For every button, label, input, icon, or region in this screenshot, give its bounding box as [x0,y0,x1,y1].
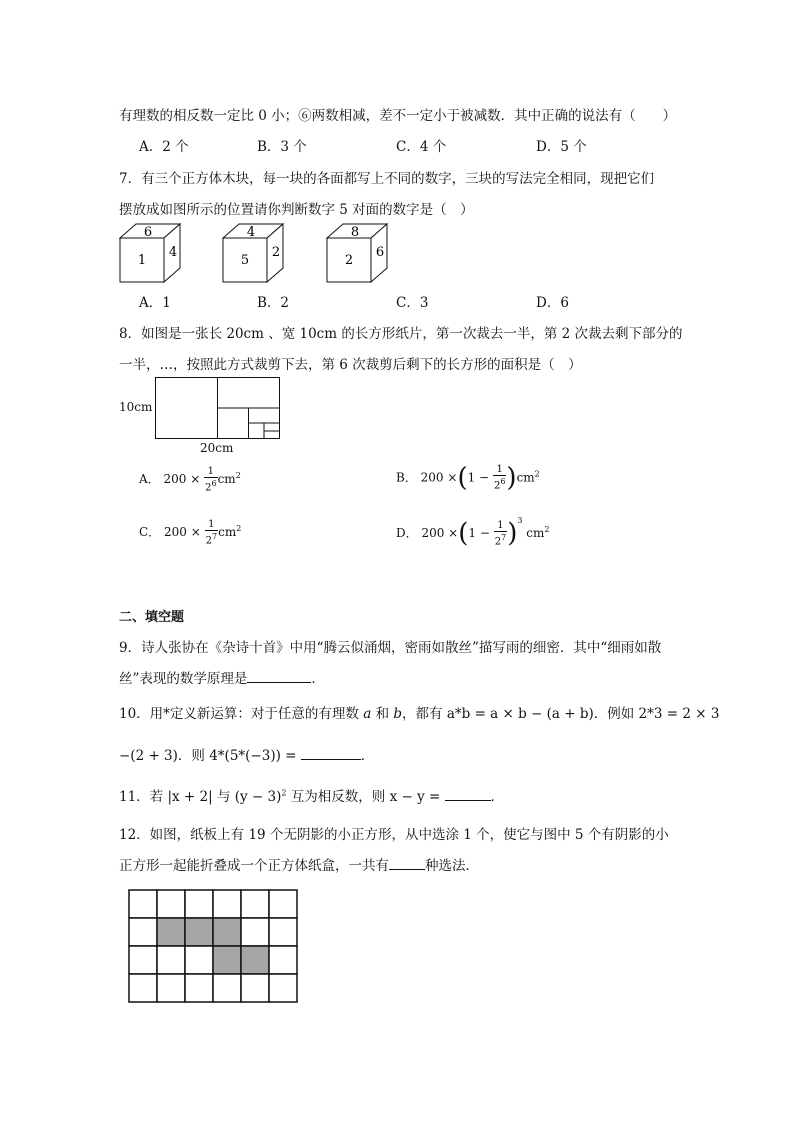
fraction-numerator: 1 [494,520,507,532]
square-grid-figure [128,889,300,1006]
q10-line2 [119,744,374,764]
cube-1-side: 4 [168,245,178,260]
q9-line2 [119,667,325,687]
unit: cm [516,470,535,485]
q7-option-b: B．2 [257,295,290,311]
q8-option-c-pre: 200 × [164,525,201,540]
blank-square[interactable] [241,918,269,946]
q7-option-d: D．6 [536,295,569,311]
q8-line2: 一半，…，按照此方式裁剪下去，第 6 次裁剪后剩下的长方形的面积是（ ） [119,357,582,373]
q6-option-c: C．4 个 [396,139,447,155]
cube-2-side: 2 [271,245,281,260]
fraction-denominator [205,531,218,546]
blank-square[interactable] [213,974,241,1002]
unit: cm [526,526,545,540]
q8-option-a-pre: 200 × [163,472,201,487]
paper-figure [155,377,281,441]
blank-square[interactable] [129,974,157,1002]
unit-exponent: 2 [544,525,550,534]
q8-option-b-inner: 1 − [467,470,490,485]
right-paren: ) [506,463,517,493]
q9-line2-text: 丝”表现的数学原理是 [119,671,248,687]
blank-square[interactable] [157,890,185,918]
blank-square[interactable] [129,946,157,974]
shaded-square [213,918,241,946]
q10-end: ． [360,748,375,764]
q6-line: 有理数的相反数一定比 0 小；⑥两数相减，差不一定小于被减数．其中正确的说法有（ ） [119,108,677,124]
q7-line1: 7．有三个正方体木块，每一块的各面都写上不同的数字，三块的写法完全相同，现把它们 [119,171,655,187]
q9-answer-blank[interactable] [247,670,311,683]
q8-option-d-inner: 1 − [468,526,490,540]
blank-square[interactable] [269,890,297,918]
q10-and: 和 [371,706,394,722]
q8-option-a [139,466,241,493]
q8-option-c-label: C． [139,525,161,540]
q8-option-d [396,516,549,549]
q6-option-b: B．3 个 [257,139,307,155]
unit: cm [217,472,236,487]
q11-line [119,785,504,805]
q12-line2-text-a: 正方形一起能折叠成一个正方体纸盒，一共有 [119,858,389,874]
shaded-square [157,918,185,946]
fraction-numerator: 1 [493,464,506,476]
blank-square[interactable] [185,946,213,974]
fraction-exponent: 7 [212,532,218,541]
left-paren: ( [457,463,468,493]
cube-3-side: 6 [375,245,385,260]
q9-end: ． [311,671,325,687]
fraction-exponent: 7 [501,532,507,542]
q12-line2-text-b: 种选法． [425,858,479,874]
q8-option-b [396,463,540,493]
q12-line1: 12．如图，纸板上有 19 个无阴影的小正方形，从中选涂 1 个，使它与图中 5 个有阴影的小 [119,827,669,843]
shaded-square [241,946,269,974]
q8-option-b-label: B． [396,470,417,485]
q10-text-b: ，都有 a*b = a × b − (a + b)．例如 2*3 = 2 × 3 [402,706,720,722]
right-paren: ) [507,518,518,549]
blank-square[interactable] [185,974,213,1002]
cube-3 [327,224,387,282]
cube-2-front: 5 [240,253,250,268]
cube-1-front: 1 [137,253,147,268]
q7-line2: 摆放成如图所示的位置请你判断数字 5 对面的数字是（ ） [119,202,474,218]
unit-exponent: 2 [534,469,540,479]
q8-option-d-pre: 200 × [421,526,459,540]
q10-line2-text: −(2 + 3)．则 4*(5*(−3)) = [119,748,297,764]
q8-option-b-fraction [493,464,506,491]
unit: cm [218,525,237,540]
fraction-exponent: 6 [211,479,217,488]
shaded-square [185,918,213,946]
unit-exponent: 2 [235,471,241,481]
section-title: 二、填空题 [119,610,185,625]
q7-option-c: C．3 [396,295,429,311]
shaded-square [213,946,241,974]
q8-option-a-label: A． [139,472,160,487]
fraction-denominator [204,478,217,493]
cube-3-front: 2 [344,253,354,268]
fraction-numerator: 1 [205,519,218,531]
fraction-base: 2 [205,535,212,547]
q11-text-b: 互为相反数，则 x − y = [286,789,441,805]
blank-square[interactable] [157,974,185,1002]
q10-var-a: a [363,706,372,722]
q8-height-label: 10cm [119,400,153,414]
blank-square[interactable] [185,890,213,918]
q12-line2 [119,854,479,874]
unit-exponent: 2 [236,524,242,534]
q12-answer-blank[interactable] [389,857,425,870]
q8-width-label: 20cm [200,441,234,455]
left-paren: ( [458,518,469,549]
q11-answer-blank[interactable] [445,788,491,801]
q8-line1: 8．如图是一张长 20cm 、宽 10cm 的长方形纸片，第一次裁去一半，第 2 次裁去剩下部分的 [119,326,683,342]
q6-option-a: A．2 个 [139,139,189,155]
cube-3-top: 8 [350,225,360,240]
fraction-numerator: 1 [204,466,217,478]
cube-2 [223,224,283,282]
cubes-figure [118,222,398,286]
q8-option-c-fraction [205,519,218,546]
blank-square[interactable] [157,946,185,974]
cube-2-top: 4 [246,225,256,240]
fraction-base: 2 [493,480,501,492]
q9-line1: 9．诗人张协在《杂诗十首》中用“腾云似涌烟，密雨如散丝”描写雨的细密．其中“细雨如散 [119,640,662,656]
blank-square[interactable] [269,918,297,946]
fraction-exponent: 6 [500,477,506,487]
blank-square[interactable] [129,918,157,946]
q10-text-a: 10．用*定义新运算：对于任意的有理数 [119,706,364,722]
cube-1 [120,224,180,282]
fraction-base: 2 [205,482,212,494]
q8-option-d-label: D． [396,526,418,540]
q8-option-d-fraction [494,520,507,547]
fraction-denominator [493,476,506,491]
blank-square[interactable] [269,974,297,1002]
blank-square[interactable] [241,890,269,918]
q6-option-d: D．5 个 [536,139,587,155]
q7-option-a: A．1 [139,295,171,311]
blank-square[interactable] [269,946,297,974]
q8-option-b-pre: 200 × [420,470,458,485]
fraction-base: 2 [494,536,502,548]
blank-square[interactable] [213,890,241,918]
blank-square[interactable] [241,974,269,1002]
q8-option-a-fraction [204,466,217,493]
q10-answer-blank[interactable] [301,747,361,760]
outer-exponent: 3 [517,516,523,525]
q10-var-b: b [393,706,403,722]
q8-option-c [139,519,241,546]
q11-exponent: 2 [281,788,287,798]
blank-square[interactable] [129,890,157,918]
q11-text-a: 11．若 |x + 2| 与 (y − 3) [119,789,282,805]
cube-1-top: 6 [143,225,153,240]
q10-line1 [119,702,719,722]
fraction-denominator [494,532,507,547]
q11-end: ． [490,789,505,805]
